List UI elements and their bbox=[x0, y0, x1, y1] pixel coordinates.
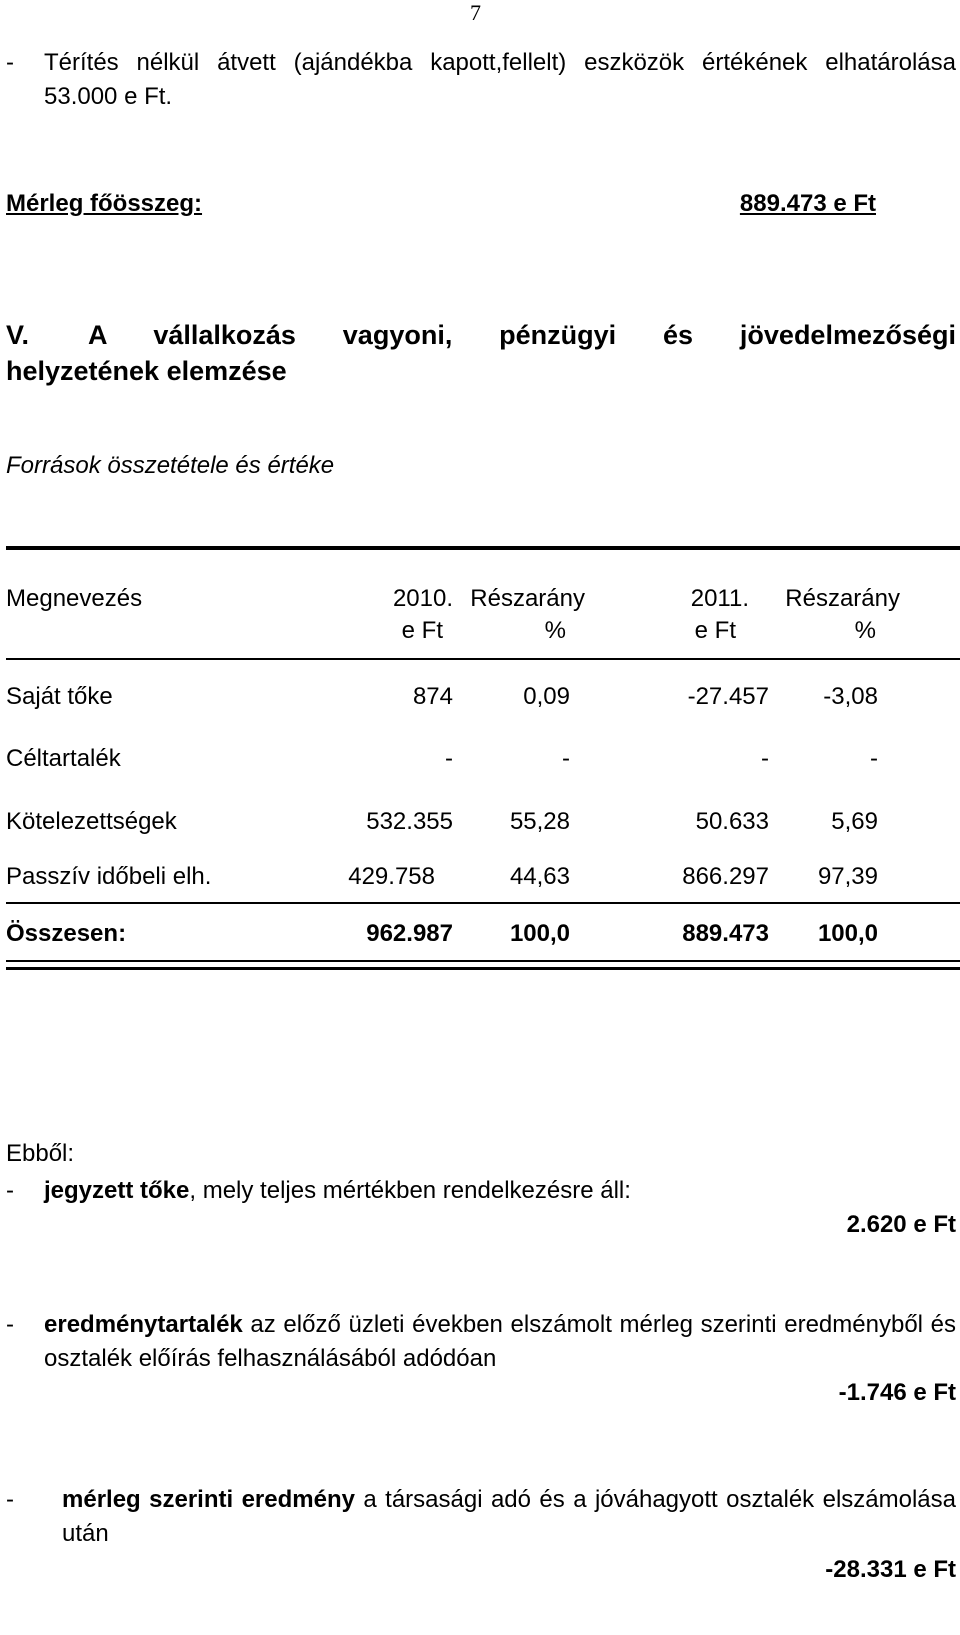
bullet-dash: - bbox=[6, 49, 14, 76]
header-name: Megnevezés bbox=[6, 585, 143, 612]
table-row bbox=[6, 808, 960, 838]
table-total-rule bbox=[6, 902, 960, 904]
header-share-2011: Részarány bbox=[785, 585, 900, 612]
row-value-2011: -27.457 bbox=[687, 683, 769, 710]
header-share-2010: Részarány bbox=[470, 585, 585, 612]
total-name: Összesen: bbox=[6, 920, 127, 947]
section-title-line1: A vállalkozás vagyoni, pénzügyi és jövedelmezőségi bbox=[88, 320, 956, 350]
total-value-2010: 962.987 bbox=[366, 920, 453, 947]
row-value-2010: 532.355 bbox=[366, 808, 453, 835]
table-row bbox=[6, 863, 960, 893]
bullet-dash: - bbox=[6, 1177, 14, 1204]
table-top-rule bbox=[6, 546, 960, 550]
detail-text: a társasági adó és a jóváhagyott osztalék elszámolása után bbox=[62, 1486, 956, 1547]
detail-item-retained-earnings bbox=[6, 1308, 956, 1410]
detail-amount: 2.620 e Ft bbox=[846, 1211, 956, 1238]
header-year-2011: 2011. bbox=[690, 585, 749, 612]
header-pct-2011: % bbox=[854, 617, 876, 644]
total-share-2011: 100,0 bbox=[817, 920, 878, 947]
row-value-2010: - bbox=[445, 745, 453, 772]
row-value-2011: 50.633 bbox=[695, 808, 769, 835]
row-value-2011: 866.297 bbox=[682, 863, 769, 890]
table-subtitle: Források összetétele és értéke bbox=[6, 452, 335, 479]
table-bottom-rule-2 bbox=[6, 967, 960, 970]
table-header-row-1 bbox=[6, 585, 960, 615]
row-share-2011: 97,39 bbox=[817, 863, 878, 890]
total-value-2011: 889.473 bbox=[682, 920, 769, 947]
detail-term: jegyzett tőke bbox=[44, 1177, 190, 1204]
table-row bbox=[6, 745, 960, 775]
row-name: Passzív időbeli elh. bbox=[6, 863, 212, 890]
intro-text: Térítés nélkül átvett (ajándékba kapott,fellelt) eszközök értékének elhatárolása 53.000 e Ft. bbox=[44, 49, 956, 110]
intro-paragraph bbox=[6, 46, 956, 114]
row-share-2010: - bbox=[562, 745, 570, 772]
table-bottom-rule-1 bbox=[6, 960, 960, 962]
row-value-2010: 874 bbox=[412, 683, 453, 710]
detail-item-share-capital bbox=[6, 1174, 956, 1242]
row-value-2011: - bbox=[761, 745, 769, 772]
section-title-line2: helyzetének elemzése bbox=[6, 356, 287, 386]
table-total-row bbox=[6, 920, 960, 950]
table-row bbox=[6, 683, 960, 713]
bullet-dash: - bbox=[6, 1486, 14, 1513]
header-pct-2010: % bbox=[544, 617, 566, 644]
detail-term: eredménytartalék bbox=[44, 1311, 243, 1338]
row-name: Saját tőke bbox=[6, 683, 113, 710]
row-value-2010: 429.758 bbox=[348, 863, 435, 890]
row-share-2010: 44,63 bbox=[509, 863, 570, 890]
details-heading: Ebből: bbox=[6, 1140, 75, 1167]
balance-total-label: Mérleg főösszeg: bbox=[6, 190, 203, 217]
table-header-row-2 bbox=[6, 617, 960, 647]
detail-text: , mely teljes mértékben rendelkezésre áll: bbox=[189, 1177, 631, 1204]
row-share-2010: 55,28 bbox=[509, 808, 570, 835]
row-name: Céltartalék bbox=[6, 745, 121, 772]
detail-amount: -28.331 e Ft bbox=[825, 1556, 956, 1583]
table-header-rule bbox=[6, 658, 960, 660]
total-share-2010: 100,0 bbox=[509, 920, 570, 947]
bullet-dash: - bbox=[6, 1311, 14, 1338]
header-unit-2011: e Ft bbox=[694, 617, 736, 644]
header-year-2010: 2010. bbox=[392, 585, 453, 612]
row-share-2011: - bbox=[870, 745, 878, 772]
page-number: 7 bbox=[470, 0, 481, 25]
header-unit-2010: e Ft bbox=[401, 617, 443, 644]
detail-text: az előző üzleti években elszámolt mérleg szerinti eredményből és osztalék előírás felhasználásából adódóan bbox=[44, 1311, 956, 1372]
detail-term: mérleg szerinti eredmény bbox=[62, 1486, 355, 1513]
balance-total-value: 889.473 e Ft bbox=[739, 190, 876, 217]
section-number: V. bbox=[6, 320, 30, 350]
row-share-2010: 0,09 bbox=[523, 683, 570, 710]
row-share-2011: 5,69 bbox=[831, 808, 878, 835]
row-share-2011: -3,08 bbox=[823, 683, 878, 710]
detail-amount: -1.746 e Ft bbox=[838, 1379, 956, 1406]
detail-item-net-result bbox=[6, 1483, 956, 1587]
row-name: Kötelezettségek bbox=[6, 808, 177, 835]
